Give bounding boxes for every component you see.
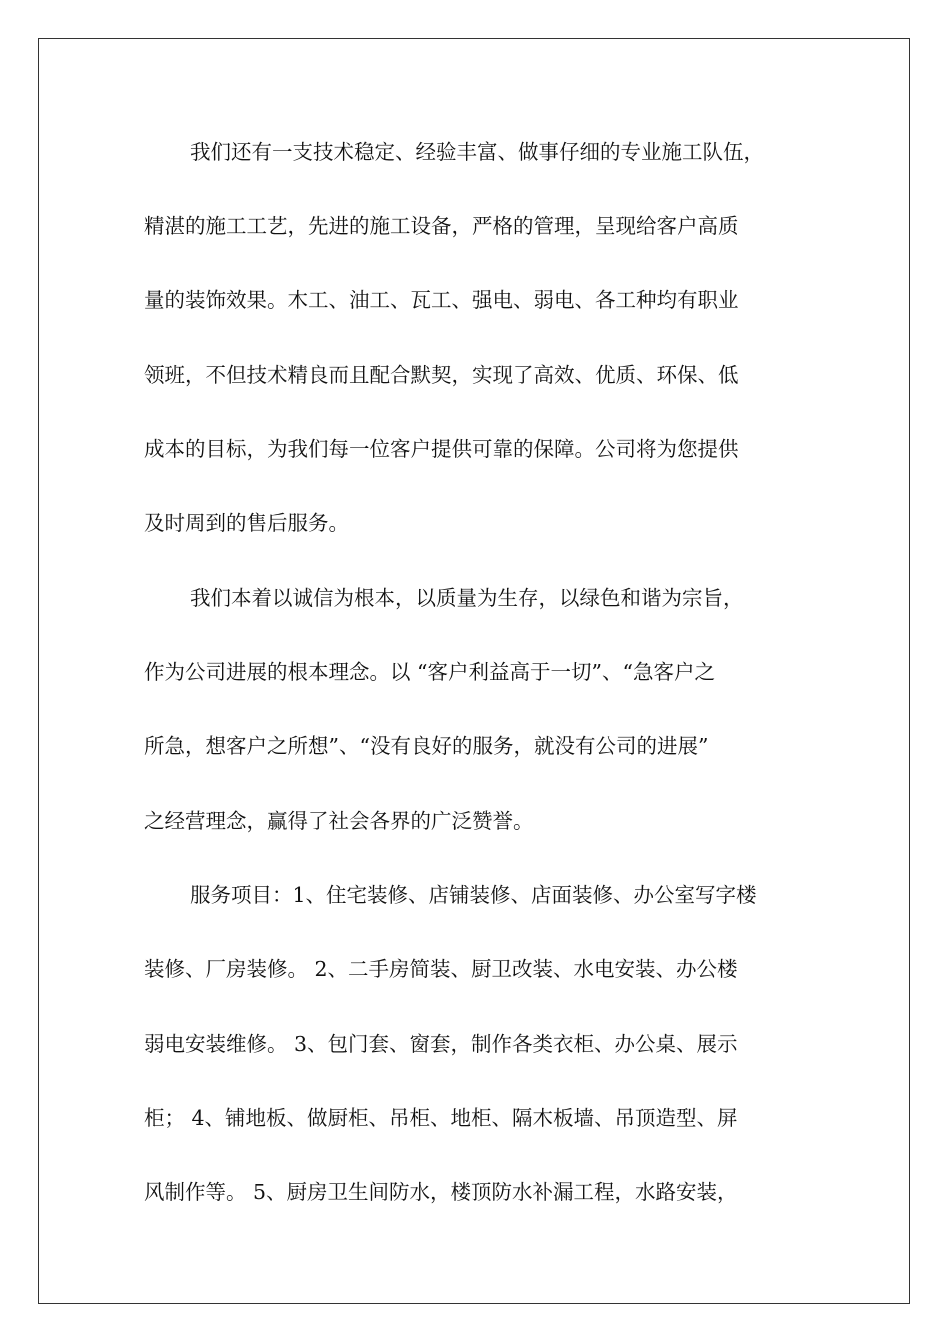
paragraph-2-line-2: 作为公司进展的根本理念。以 “客户利益高于一切”、“急客户之 xyxy=(144,660,715,684)
paragraph-1-line-3: 量的装饰效果。木工、油工、瓦工、强电、弱电、各工种均有职业 xyxy=(144,288,739,312)
paragraph-3-line-2: 装修、厂房装修。 2、二手房简装、厨卫改装、水电安装、办公楼 xyxy=(144,957,738,981)
paragraph-1-line-6: 及时周到的售后服务。 xyxy=(144,511,349,535)
paragraph-1-line-2: 精湛的施工工艺，先进的施工设备，严格的管理，呈现给客户高质 xyxy=(144,214,739,238)
paragraph-1-line-4: 领班，不但技术精良而且配合默契，实现了高效、优质、环保、低 xyxy=(144,363,739,387)
paragraph-3-line-5: 风制作等。 5、厨房卫生间防水，楼顶防水补漏工程，水路安装， xyxy=(144,1180,738,1204)
paragraph-2-line-1: 我们本着以诚信为根本，以质量为生存，以绿色和谐为宗旨， xyxy=(190,586,744,610)
paragraph-3-line-3: 弱电安装维修。 3、包门套、窗套，制作各类衣柜、办公桌、展示 xyxy=(144,1032,738,1056)
paragraph-3-line-4: 柜； 4、铺地板、做厨柜、吊柜、地柜、隔木板墙、吊顶造型、屏 xyxy=(144,1106,738,1130)
paragraph-1-line-1: 我们还有一支技术稳定、经验丰富、做事仔细的专业施工队伍， xyxy=(190,140,764,164)
paragraph-1-line-5: 成本的目标，为我们每一位客户提供可靠的保障。公司将为您提供 xyxy=(144,437,739,461)
paragraph-3-line-1: 服务项目：1、住宅装修、店铺装修、店面装修、办公室写字楼 xyxy=(190,883,757,907)
paragraph-2-line-3: 所急，想客户之所想”、“没有良好的服务，就没有公司的进展” xyxy=(144,734,709,758)
paragraph-2-line-4: 之经营理念，赢得了社会各界的广泛赞誉。 xyxy=(144,809,534,833)
